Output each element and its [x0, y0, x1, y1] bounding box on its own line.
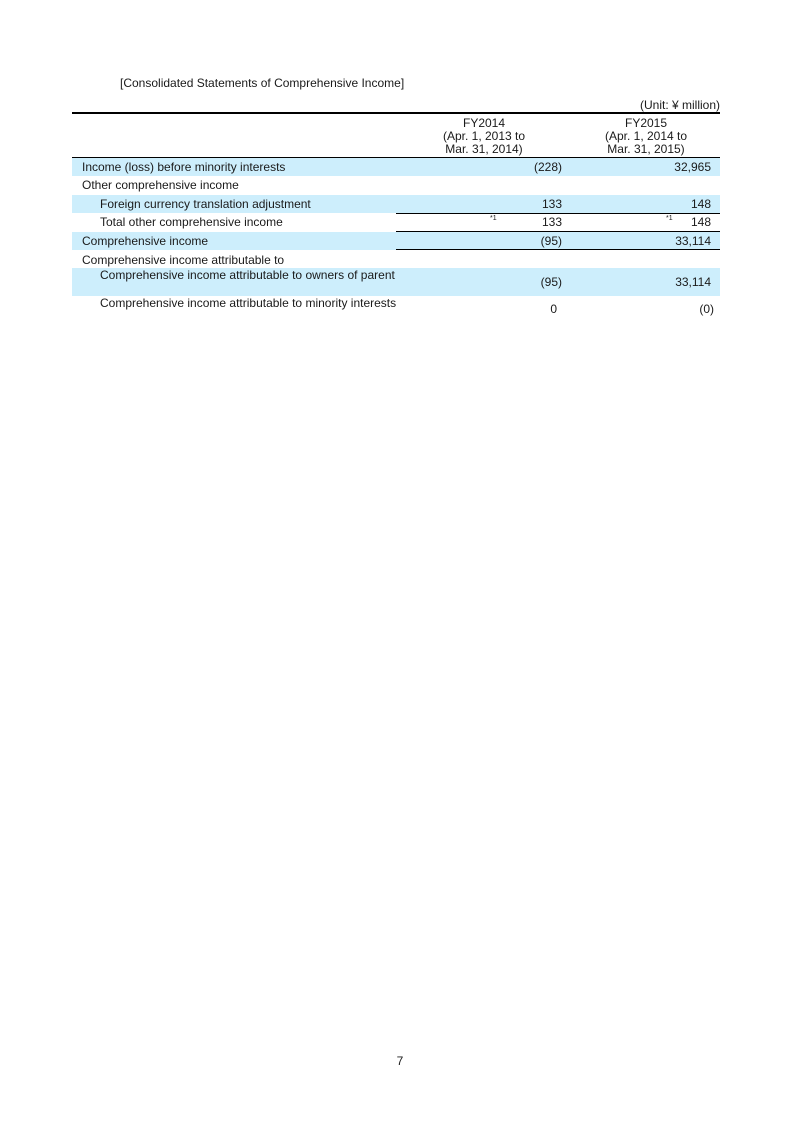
column-fy-label: FY2015 [624, 116, 668, 130]
column-fy-label: FY2014 [462, 116, 506, 130]
table-row [72, 213, 720, 231]
value-fy2015: 33,114 [675, 275, 711, 289]
value-fy2015: 33,114 [675, 234, 711, 248]
row-label: Comprehensive income [82, 234, 209, 248]
page-number: 7 [396, 1054, 404, 1068]
value-fy2014: (95) [540, 234, 562, 248]
row-label: Comprehensive income attributable to minority interests [100, 296, 397, 310]
value-fy2015: 148 [690, 215, 711, 229]
column-period-end: Mar. 31, 2014) [445, 142, 523, 156]
row-label: Income (loss) before minority interests [82, 160, 286, 174]
total-rule [396, 249, 720, 250]
unit-label: (Unit: ¥ million) [639, 98, 720, 112]
row-label: Comprehensive income attributable to [82, 253, 285, 267]
footnote-marker: *1 [490, 215, 497, 222]
value-fy2014: (228) [533, 160, 562, 174]
value-fy2014: 133 [541, 197, 562, 211]
column-period-start: (Apr. 1, 2013 to [442, 129, 526, 143]
value-fy2014: 133 [541, 215, 562, 229]
row-label: Comprehensive income attributable to owners of parent [100, 268, 395, 282]
column-period-start: (Apr. 1, 2014 to [604, 129, 688, 143]
table-row [72, 268, 720, 296]
footnote-marker: *1 [666, 215, 673, 222]
value-fy2015: (0) [699, 302, 714, 316]
table-row [72, 158, 720, 176]
row-label: Total other comprehensive income [100, 215, 283, 229]
table-row [72, 296, 720, 324]
column-period-end: Mar. 31, 2015) [607, 142, 685, 156]
row-label: Other comprehensive income [82, 178, 239, 192]
value-fy2015: 148 [690, 197, 711, 211]
value-fy2014: 0 [550, 302, 557, 316]
value-fy2014: (95) [540, 275, 562, 289]
column-header-fy2014 [404, 117, 564, 156]
row-label: Foreign currency translation adjustment [100, 197, 311, 211]
table-row [72, 176, 720, 194]
top-rule [72, 112, 720, 114]
column-header-fy2015 [566, 117, 726, 156]
table-row [72, 251, 720, 269]
table-row [72, 232, 720, 250]
table-row [72, 195, 720, 213]
statement-title: [Consolidated Statements of Comprehensive Income] [120, 76, 405, 90]
value-fy2015: 32,965 [674, 160, 711, 174]
